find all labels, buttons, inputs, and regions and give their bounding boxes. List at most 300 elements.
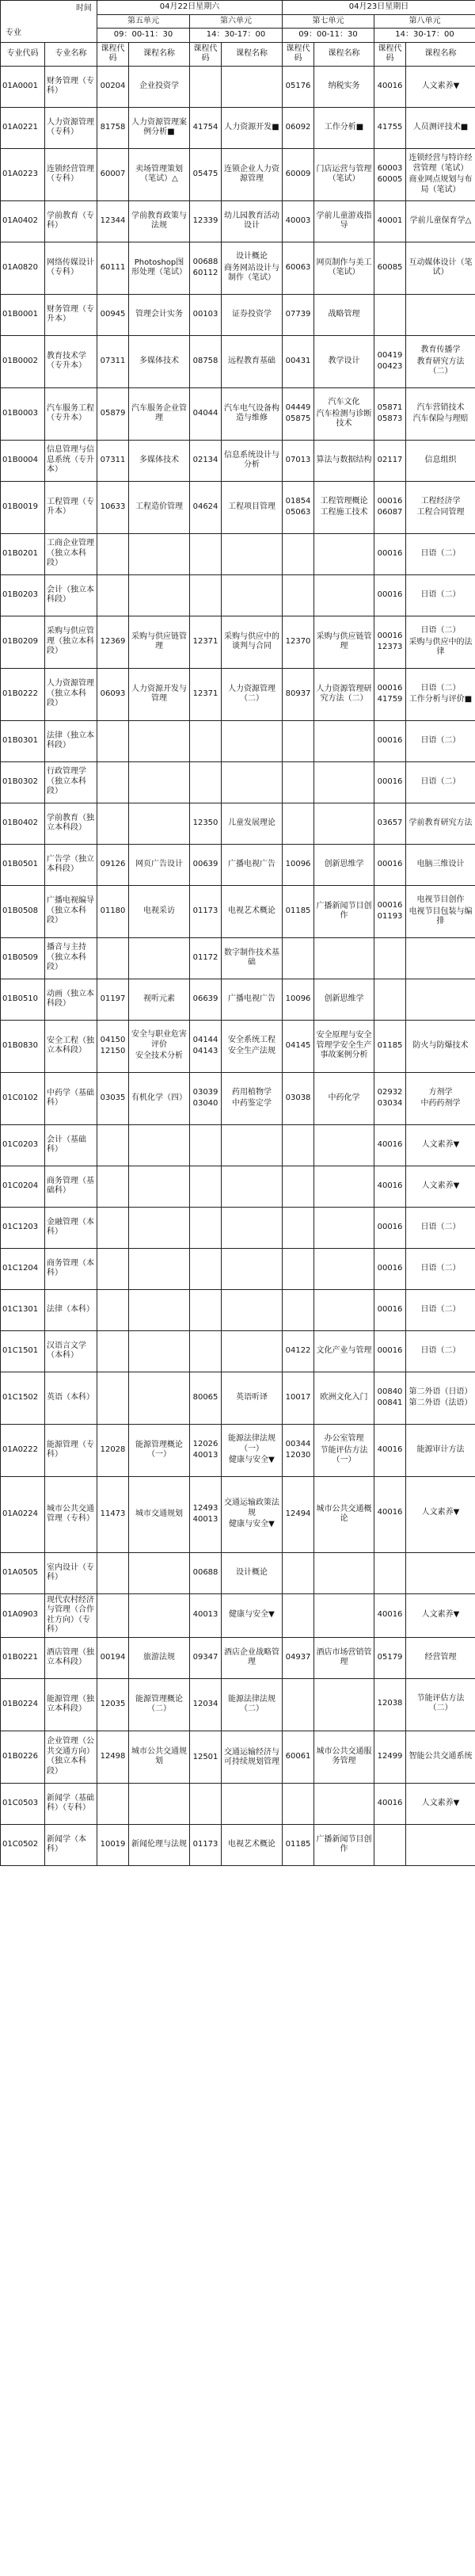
course-name-cell: [129, 148, 190, 200]
course-code-cell: [97, 387, 129, 440]
course-code-cell: [283, 66, 314, 107]
course-name: [131, 740, 188, 742]
course-name-cell: [129, 1207, 190, 1248]
course-name: 工程经济学: [420, 496, 461, 506]
course-name: 欧洲文化入门: [320, 1392, 368, 1402]
major-name-cell: 学前教育（专科）: [45, 200, 97, 242]
course-name: 数字制作技术基础: [224, 948, 279, 967]
course-name: 证券投资学: [232, 309, 272, 319]
course-code-cell: [97, 1166, 129, 1207]
course-code-cell: [97, 616, 129, 668]
major-name-cell: 动画（独立本科段）: [45, 979, 97, 1020]
course-code-cell: [374, 294, 406, 335]
course-code-cell: [190, 885, 222, 937]
course-code-cell: [283, 1783, 314, 1824]
course-name: 广播电视广告: [228, 994, 276, 1003]
course-name: 节能评估方法（一）: [320, 1445, 368, 1465]
course-code: 00016: [377, 631, 403, 640]
course-name: [131, 1185, 188, 1187]
col-course-code: 课程代码: [190, 42, 222, 66]
course-code-cell: [190, 720, 222, 761]
course-code-cell: [97, 1476, 129, 1552]
course-name: [316, 553, 372, 555]
course-code-cell: [374, 668, 406, 720]
course-code-cell: [374, 1289, 406, 1330]
course-code-cell: [374, 335, 406, 387]
course-name-cell: [129, 1552, 190, 1593]
course-code: 03039: [192, 1087, 218, 1097]
course-name-cell: [314, 1552, 374, 1593]
course-name-cell: [406, 242, 475, 294]
course-name: 远程教育基础: [228, 356, 276, 365]
course-name: 多媒体技术: [139, 455, 179, 464]
course-name-cell: [406, 481, 475, 533]
course-name: 采购与供应链管理: [316, 632, 372, 651]
course-name: 人文素养▼: [421, 1610, 460, 1620]
course-code: 40016: [377, 1181, 403, 1190]
course-code-cell: [97, 1124, 129, 1166]
time-label: 时间: [76, 4, 92, 13]
course-name-cell: [129, 200, 190, 242]
course-code: 03657: [377, 818, 403, 827]
time-unit-6: 14：30-17：00: [190, 29, 283, 43]
course-code-cell: [283, 844, 314, 885]
major-code-cell: 01A0221: [1, 107, 45, 148]
course-name: 采购与供应链管理: [131, 632, 187, 651]
date-day-1: 04月22日星期六: [97, 1, 283, 15]
course-code-cell: [190, 1424, 222, 1476]
course-name-cell: [129, 1783, 190, 1824]
course-code: [284, 594, 312, 596]
course-code: 60112: [192, 269, 218, 277]
course-code-cell: [190, 440, 222, 481]
course-name: 能源审计方法: [416, 1444, 465, 1454]
course-code: 41754: [192, 122, 218, 132]
course-code-cell: [374, 387, 406, 440]
course-name: 日语（二）: [420, 777, 461, 786]
course-code: [284, 1572, 312, 1574]
major-code-cell: 01B0222: [1, 668, 45, 720]
course-code-cell: [190, 668, 222, 720]
course-code-cell: [374, 242, 406, 294]
course-name-cell: [406, 1207, 475, 1248]
course-code-cell: [97, 1824, 129, 1865]
course-name: 采购与供应中的法律: [408, 637, 473, 657]
course-code: 00688: [192, 257, 218, 266]
major-name-cell: 商务管理（基础科）: [45, 1166, 97, 1207]
course-name: 广播新闻节目创作: [316, 1834, 372, 1853]
course-name-cell: [314, 1124, 374, 1166]
course-code: 12034: [192, 1699, 218, 1708]
course-code-cell: [190, 148, 222, 200]
course-code: 12150: [100, 1047, 126, 1055]
course-code-cell: [97, 66, 129, 107]
course-code-cell: [97, 1020, 129, 1072]
course-code-cell: [374, 616, 406, 668]
course-name: 工程项目管理: [228, 502, 276, 511]
course-name-cell: [129, 294, 190, 335]
course-code: 00840: [377, 1387, 403, 1396]
course-name: [131, 1615, 188, 1616]
course-code: 10096: [285, 859, 311, 868]
course-name: [131, 1572, 188, 1574]
course-name-cell: [406, 387, 475, 440]
col-course-code: 课程代码: [283, 42, 314, 66]
col-course-name: 课程名称: [129, 42, 190, 66]
course-code: 04150: [100, 1035, 126, 1044]
course-code-cell: [283, 1166, 314, 1207]
course-name: 经营管理: [424, 1652, 457, 1662]
course-name: 城市公共交通概论: [316, 1504, 372, 1523]
course-name: [131, 553, 188, 555]
table-row: [1, 1020, 475, 1072]
course-code-cell: [283, 1330, 314, 1372]
course-name: 安全系统工程: [228, 1035, 276, 1044]
course-name: [316, 1803, 372, 1804]
major-code-cell: 01B0226: [1, 1731, 45, 1783]
course-code: 00016: [377, 1263, 403, 1273]
course-name: 汽车服务企业管理: [131, 403, 187, 422]
course-name-cell: [129, 1731, 190, 1783]
course-name: 旅游法规: [143, 1652, 175, 1662]
course-name: 人文素养▼: [421, 81, 460, 90]
course-code: 40016: [377, 81, 403, 90]
course-code-cell: [190, 242, 222, 294]
course-code: 12371: [192, 636, 218, 646]
course-name: [316, 957, 372, 959]
course-code-cell: [97, 1731, 129, 1783]
course-code: [192, 740, 219, 742]
course-code-cell: [374, 66, 406, 107]
course-name: 人员测评技术■: [412, 122, 469, 132]
course-name-cell: [222, 1207, 283, 1248]
course-code-cell: [97, 1637, 129, 1678]
course-name: 创新思维学: [324, 994, 364, 1003]
course-name-cell: [222, 1552, 283, 1593]
course-name: 教育研究方法（二）: [416, 357, 465, 376]
major-name-cell: 现代农村经济与管理（合作社方向）（专科）: [45, 1593, 97, 1637]
course-code: 12339: [192, 216, 218, 225]
major-code-cell: 01C1501: [1, 1330, 45, 1372]
table-row: [1, 803, 475, 844]
course-code: [99, 1185, 127, 1187]
course-name-cell: [314, 1372, 374, 1424]
date-day-2: 04月23日星期日: [283, 1, 475, 15]
course-name: 日语（二）: [420, 1222, 461, 1231]
course-code-cell: [190, 200, 222, 242]
course-name: [408, 1844, 473, 1845]
course-name: 工作分析■: [324, 122, 364, 132]
major-code-cell: 01C0102: [1, 1072, 45, 1124]
major-code-cell: 01B0201: [1, 533, 45, 574]
table-row: [1, 844, 475, 885]
course-code: [192, 781, 219, 783]
col-course-name: 课程名称: [314, 42, 374, 66]
major-label: 专业: [6, 29, 21, 37]
course-code: 12030: [285, 1451, 311, 1460]
course-name-cell: [129, 481, 190, 533]
course-code-cell: [283, 1824, 314, 1865]
course-code: [192, 1350, 219, 1352]
major-code-cell: 01B0203: [1, 574, 45, 616]
course-name: 城市公共交通服务管理: [316, 1746, 372, 1765]
course-name: [223, 1185, 280, 1187]
course-code-cell: [283, 148, 314, 200]
course-code: 00016: [377, 900, 403, 910]
course-code: 07013: [285, 455, 311, 464]
major-code-cell: 01A0222: [1, 1424, 45, 1476]
course-code: [284, 1309, 312, 1311]
course-code: 06639: [192, 994, 218, 1003]
course-name-cell: [406, 979, 475, 1020]
course-name-cell: [314, 885, 374, 937]
major-name-cell: 广告学（独立本科段）: [45, 844, 97, 885]
course-code: [376, 1520, 404, 1521]
course-code: 07311: [100, 455, 126, 464]
time-unit-5: 09：00-11：30: [97, 29, 190, 43]
table-row: [1, 1783, 475, 1824]
course-name: 汽车营销技术: [416, 403, 465, 412]
course-code-cell: [283, 885, 314, 937]
course-name-cell: [222, 242, 283, 294]
course-code: 00016: [377, 777, 403, 786]
course-code-cell: [97, 1072, 129, 1124]
course-code-cell: [190, 1072, 222, 1124]
major-name-cell: 新闻学（本科）: [45, 1824, 97, 1865]
table-row: [1, 1637, 475, 1678]
course-name: 中药鉴定学: [232, 1099, 272, 1108]
course-name: [223, 553, 280, 555]
course-code-cell: [374, 1372, 406, 1424]
course-name: [316, 1615, 372, 1616]
col-major-code: 专业代码: [1, 42, 45, 66]
course-name: 药用植物学: [232, 1087, 272, 1097]
course-code-cell: [374, 1731, 406, 1783]
course-name: [223, 1350, 280, 1352]
course-name-cell: [129, 1330, 190, 1372]
course-name: 商业网点规划与布局（笔试）: [408, 175, 473, 194]
course-name-cell: [222, 1166, 283, 1207]
course-name: [408, 957, 473, 959]
course-code: 01180: [100, 906, 126, 915]
table-row: [1, 440, 475, 481]
table-row: [1, 1424, 475, 1476]
course-code-cell: [374, 720, 406, 761]
major-code-cell: 01C0204: [1, 1166, 45, 1207]
course-code: [284, 781, 312, 783]
course-code: 09126: [100, 859, 126, 868]
course-code: 00016: [377, 496, 403, 506]
course-name-cell: [314, 720, 374, 761]
course-code-cell: [374, 1330, 406, 1372]
course-code: 00016: [377, 548, 403, 558]
course-name-cell: [314, 533, 374, 574]
course-code: [99, 822, 127, 824]
course-code: 12493: [192, 1503, 218, 1513]
course-name-cell: [314, 1637, 374, 1678]
course-name-cell: [222, 1424, 283, 1476]
table-row: [1, 148, 475, 200]
course-code-cell: [190, 1020, 222, 1072]
course-name: 电视采访: [143, 906, 175, 915]
course-name-cell: [222, 761, 283, 803]
course-name: 信息组织: [424, 455, 457, 464]
course-code-cell: [283, 440, 314, 481]
course-code-cell: [190, 574, 222, 616]
table-row: [1, 200, 475, 242]
course-code: [284, 1227, 312, 1228]
course-name: 学前教育研究方法: [408, 818, 473, 827]
course-code-cell: [97, 937, 129, 979]
course-code-cell: [283, 335, 314, 387]
course-name: [316, 594, 372, 596]
major-code-cell: 01B0209: [1, 616, 45, 668]
course-code-cell: [283, 107, 314, 148]
course-code: [192, 1144, 219, 1146]
course-name-cell: [129, 387, 190, 440]
course-code: 01185: [377, 1040, 403, 1050]
course-code: 03035: [100, 1093, 126, 1102]
course-name-cell: [129, 66, 190, 107]
table-row: [1, 242, 475, 294]
course-code: 60003: [377, 163, 403, 173]
course-name: 人文素养▼: [421, 1181, 460, 1190]
course-code-cell: [97, 1424, 129, 1476]
course-code-cell: [190, 66, 222, 107]
course-name-cell: [406, 1593, 475, 1637]
course-code: 12035: [100, 1699, 126, 1708]
course-name-cell: [222, 387, 283, 440]
course-code: [376, 314, 404, 315]
course-name-cell: [222, 803, 283, 844]
table-row: [1, 574, 475, 616]
major-code-cell: 01C1502: [1, 1372, 45, 1424]
course-code: 06087: [377, 508, 403, 517]
course-code: [284, 1615, 312, 1616]
table-row: [1, 294, 475, 335]
course-name: [408, 1715, 473, 1716]
course-code: 12350: [192, 818, 218, 827]
course-code: [99, 1227, 127, 1228]
course-name: 节能评估方法（二）: [416, 1693, 465, 1712]
course-name: [408, 1520, 473, 1521]
course-name-cell: [406, 1289, 475, 1330]
course-code: [192, 86, 219, 87]
course-name: [408, 314, 473, 315]
course-code-cell: [97, 533, 129, 574]
course-name-cell: [314, 761, 374, 803]
course-code-cell: [97, 803, 129, 844]
course-name: 管理会计实务: [135, 309, 183, 319]
course-code-cell: [190, 533, 222, 574]
course-code-cell: [283, 1207, 314, 1248]
course-name-cell: [314, 200, 374, 242]
course-code-cell: [190, 107, 222, 148]
course-code-cell: [374, 1593, 406, 1637]
course-name: 人文素养▼: [421, 1507, 460, 1517]
course-name-cell: [129, 1248, 190, 1289]
course-name-cell: [222, 481, 283, 533]
course-code: 05176: [285, 81, 311, 90]
course-code: 40016: [377, 1444, 403, 1454]
course-code: [284, 1803, 312, 1804]
course-code: 40016: [377, 1507, 403, 1517]
course-code-cell: [190, 1207, 222, 1248]
course-name-cell: [406, 1731, 475, 1783]
course-name-cell: [406, 107, 475, 148]
course-code-cell: [190, 616, 222, 668]
course-name-cell: [314, 1678, 374, 1731]
major-code-cell: 01C0502: [1, 1824, 45, 1865]
course-code: 00194: [100, 1652, 126, 1662]
course-name: [223, 1227, 280, 1228]
course-name: 第二外语（法语）: [408, 1399, 473, 1407]
course-code: 41755: [377, 122, 403, 132]
course-code: 60063: [285, 262, 311, 272]
course-name-cell: [314, 1072, 374, 1124]
course-name-cell: [129, 107, 190, 148]
major-name-cell: 法律（独立本科段）: [45, 720, 97, 761]
course-name-cell: [222, 1330, 283, 1372]
col-course-code: 课程代码: [374, 42, 406, 66]
course-name-cell: [314, 1166, 374, 1207]
course-name-cell: [406, 294, 475, 335]
course-name: [131, 1227, 188, 1228]
course-name: 方剂学: [428, 1087, 453, 1097]
course-code-cell: [374, 1124, 406, 1166]
col-major-name: 专业名称: [45, 42, 97, 66]
course-code-cell: [283, 979, 314, 1020]
table-row: [1, 1731, 475, 1783]
major-name-cell: 财务管理（专升本）: [45, 294, 97, 335]
course-name: 安全技术分析: [135, 1051, 183, 1061]
course-name-cell: [222, 66, 283, 107]
course-code: 80937: [285, 689, 311, 698]
course-code-cell: [374, 1020, 406, 1072]
course-name: 网页制作与美工（笔试）: [316, 258, 372, 277]
course-name-cell: [314, 294, 374, 335]
course-name-cell: [406, 1783, 475, 1824]
major-code-cell: 01C0203: [1, 1124, 45, 1166]
course-code: 06093: [100, 689, 126, 698]
course-code-cell: [283, 533, 314, 574]
course-name-cell: [222, 668, 283, 720]
course-code: 12371: [192, 689, 218, 698]
course-code-cell: [97, 1783, 129, 1824]
course-code-cell: [97, 1248, 129, 1289]
course-name-cell: [314, 803, 374, 844]
course-code: [192, 553, 219, 555]
course-code-cell: [190, 1124, 222, 1166]
course-code-cell: [97, 1330, 129, 1372]
course-code-cell: [283, 761, 314, 803]
major-code-cell: 01C1204: [1, 1248, 45, 1289]
course-name: 英语听译: [236, 1392, 268, 1402]
course-name: 日语（二）: [420, 548, 461, 558]
major-code-cell: 01B0510: [1, 979, 45, 1020]
major-name-cell: 财务管理（专科）: [45, 66, 97, 107]
course-code-cell: [97, 668, 129, 720]
course-name: 儿童发展理论: [228, 818, 276, 827]
course-code: 12369: [100, 636, 126, 646]
major-name-cell: 信息管理与信息系统（专升本）: [45, 440, 97, 481]
course-name: 第二外语（日语）: [408, 1387, 473, 1396]
course-code: 09347: [192, 1652, 218, 1662]
course-name: 安全原理与安全管理学安全生产事故案例分析: [316, 1031, 372, 1060]
course-code-cell: [283, 803, 314, 844]
major-name-cell: 金融管理（本科）: [45, 1207, 97, 1248]
course-name: [316, 822, 372, 824]
